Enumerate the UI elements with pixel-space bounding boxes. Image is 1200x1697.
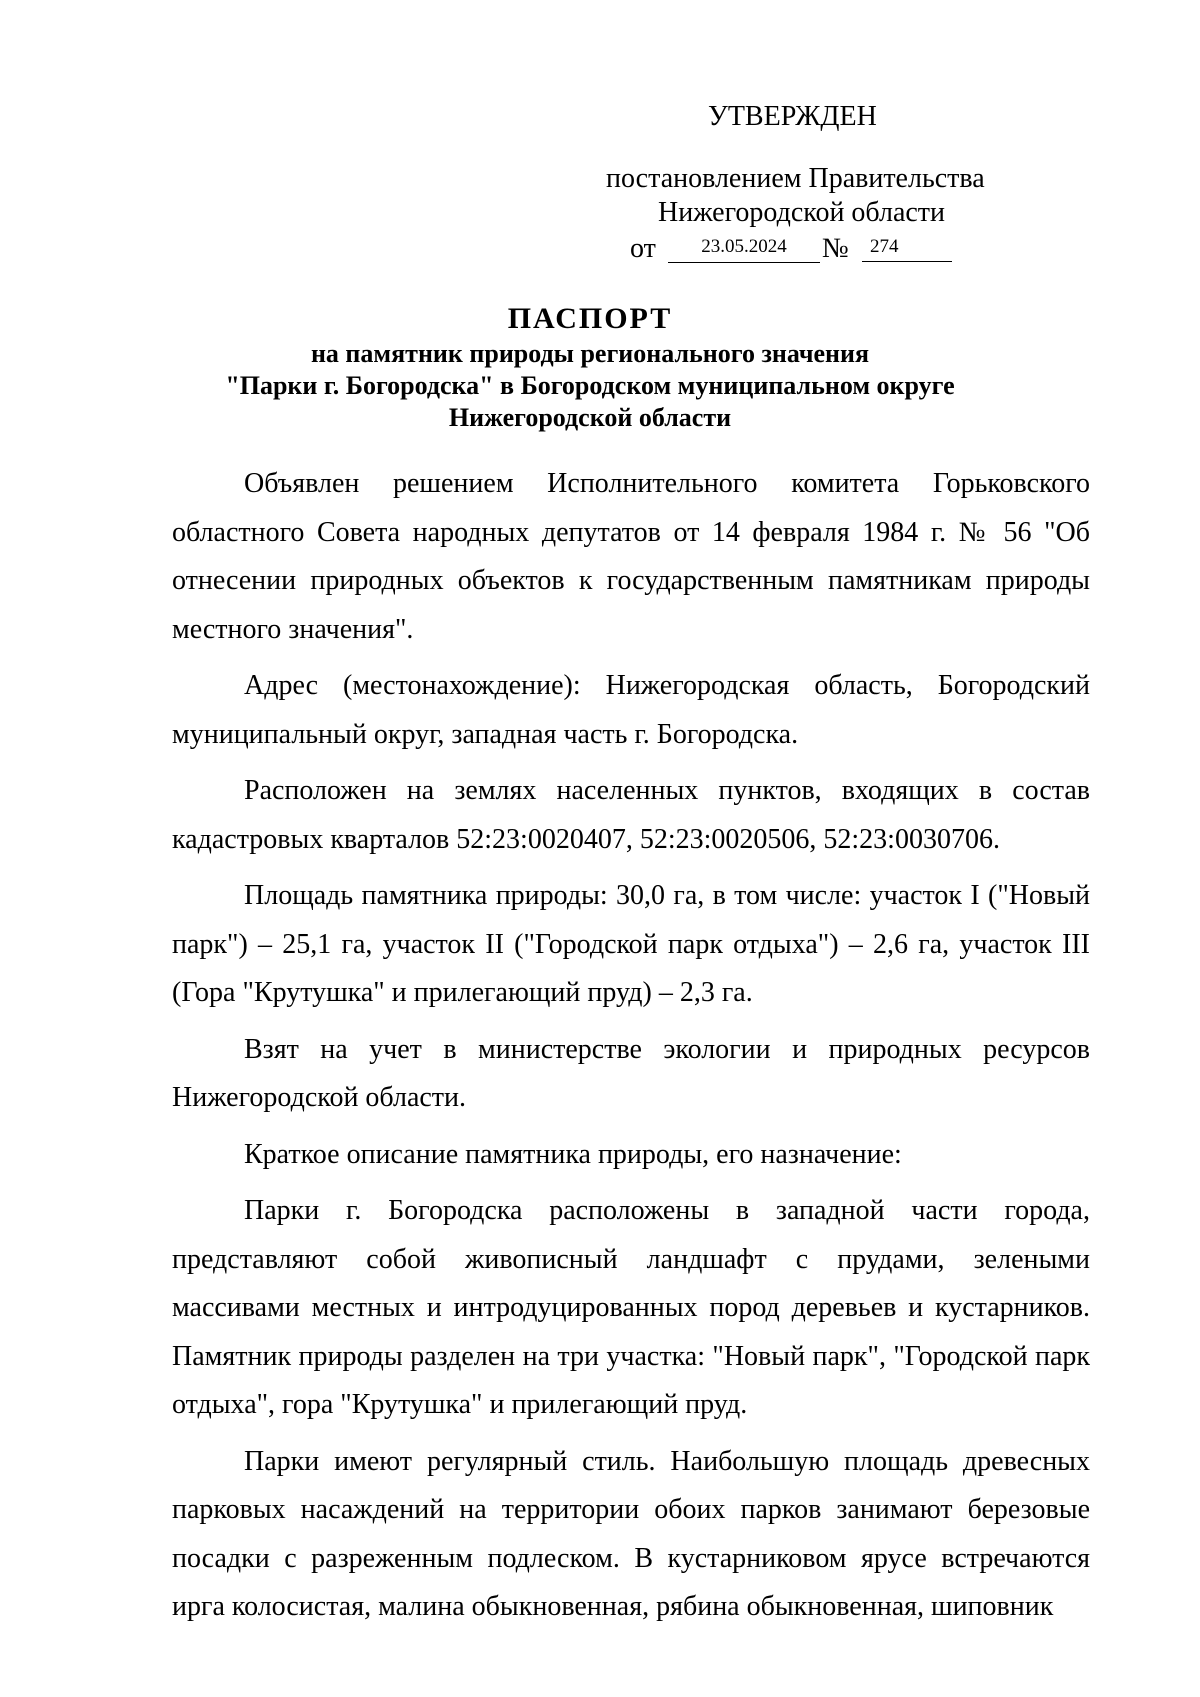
paragraph-declaration: Объявлен решением Исполнительного комитета Горьковского областного Совета народных депутатов от 14 февраля 1984 г. № 56 "Об отнесении природных объектов к государственным памятникам природы местного значения". bbox=[172, 468, 1090, 645]
document-title-block bbox=[160, 300, 1020, 434]
document-title: ПАСПОРТ bbox=[507, 302, 673, 335]
paragraph-cadastral: Расположен на землях населенных пунктов, входящих в состав кадастровых кварталов 52:23:0020407, 52:23:0020506, 52:23:0030706. bbox=[172, 775, 1090, 855]
document-subtitle-line-1: на памятник природы регионального значения bbox=[310, 339, 870, 368]
number-label: № bbox=[822, 233, 849, 264]
document-subtitle-line-3: Нижегородской области bbox=[448, 403, 732, 432]
approval-date-field: 23.05.2024 bbox=[668, 232, 820, 263]
paragraph-description-heading: Краткое описание памятника природы, его назначение: bbox=[244, 1138, 902, 1170]
paragraph-park-style: Парки имеют регулярный стиль. Наибольшую площадь древесных парковых насаждений на территории обоих парков занимают березовые посадки с разреженным подлеском. В кустарниковом ярусе встречаются ирга колосистая, малина обыкновенная, рябина обыкновенная, шиповник bbox=[172, 1445, 1090, 1622]
approval-title: УТВЕРЖДЕН bbox=[708, 101, 877, 132]
date-label: от bbox=[630, 233, 656, 264]
paragraph-registration: Взят на учет в министерстве экологии и природных ресурсов Нижегородской области. bbox=[172, 1033, 1090, 1113]
approval-issuer-line1: постановлением Правительства bbox=[606, 163, 985, 194]
document-body bbox=[172, 460, 1090, 1632]
paragraph-description: Парки г. Богородска расположены в западной части города, представляют собой живописный ландшафт с прудами, зелеными массивами местных и интродуцированных пород деревьев и кустарников. Памятник природы разделен на три участка: "Новый парк", "Городской парк отдыха", гора "Крутушка" и прилегающий пруд. bbox=[172, 1195, 1090, 1420]
approval-issuer-line2: Нижегородской области bbox=[658, 197, 946, 228]
approval-number-field: 274 bbox=[862, 232, 952, 262]
paragraph-address: Адрес (местонахождение): Нижегородская область, Богородский муниципальный округ, западная часть г. Богородска. bbox=[172, 670, 1090, 750]
paragraph-area: Площадь памятника природы: 30,0 га, в том числе: участок I ("Новый парк") – 25,1 га, участок II ("Городской парк отдыха") – 2,6 га, участок III (Гора "Крутушка" и прилегающий пруд) – 2,3 га. bbox=[172, 880, 1090, 1008]
document-subtitle-line-2: "Парки г. Богородска" в Богородском муниципальном округе bbox=[225, 371, 955, 400]
approval-date-row bbox=[630, 232, 1010, 266]
